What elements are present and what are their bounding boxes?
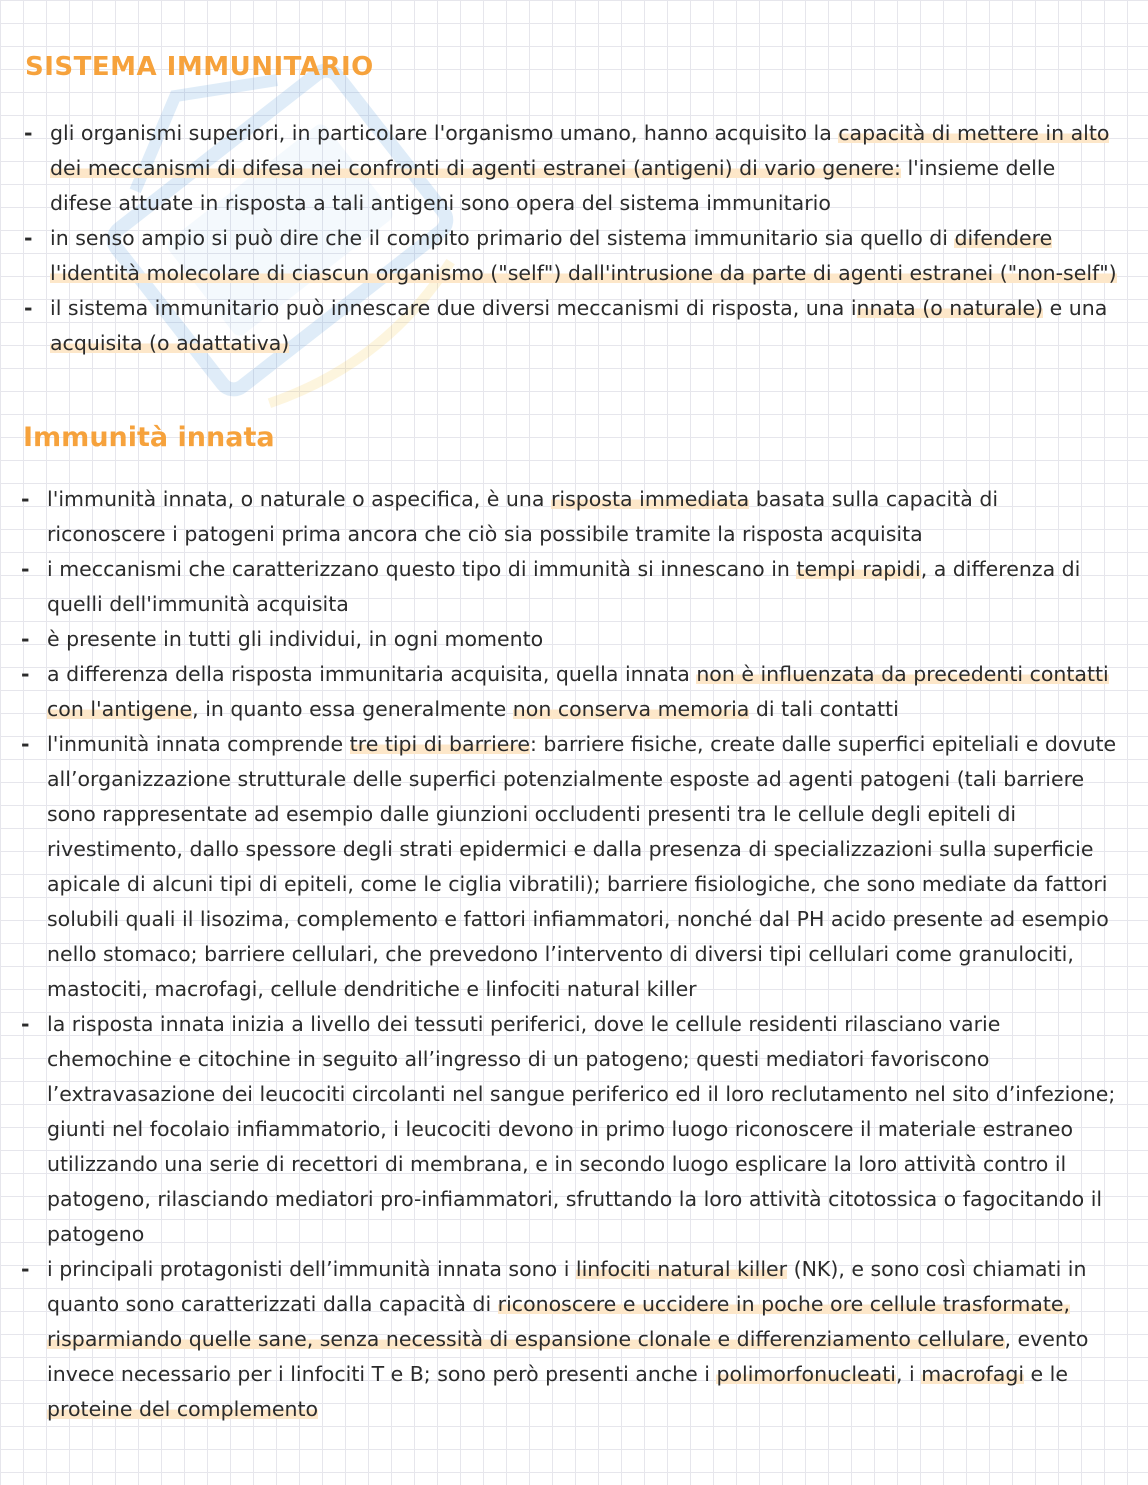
text-segment: il sistema immunitario può innescare due diversi meccanismi di risposta, una i bbox=[50, 296, 857, 320]
highlighted-text: tempi rapidi bbox=[796, 557, 921, 581]
list-item bbox=[47, 482, 1122, 552]
list-item bbox=[47, 1007, 1122, 1252]
text-segment: a differenza della risposta immunitaria acquisita, quella innata bbox=[47, 662, 697, 686]
text-segment: basata sulla capacità di riconoscere i patogeni prima ancora che ciò sia possibile tramite la risposta acquisita bbox=[47, 487, 999, 546]
text-segment: l'inmunità innata comprende bbox=[47, 732, 350, 756]
highlighted-text: difendere l'identità molecolare di ciascun organismo ("self") dall'intrusione da parte di agenti estranei ("non-self") bbox=[50, 226, 1117, 285]
highlighted-text: proteine del complemento bbox=[47, 1397, 319, 1421]
text-segment: in senso ampio si può dire che il compito primario del sistema immunitario sia quello di bbox=[50, 226, 955, 250]
text-segment: la risposta innata inizia a livello dei tessuti periferici, dove le cellule residenti rilasciano varie chemochine e citochine in seguito all’ingresso di un patogeno; questi mediatori favoriscono l’extravasazione dei leucociti circolanti nel sangue periferico ed il loro reclutamento nel sito d’infezione; giunti nel focolaio infiammatorio, i leucociti devono in primo luogo riconoscere il materiale estraneo utilizzando una serie di recettori di membrana, e in secondo luogo esplicare la loro attività contro il patogeno, rilasciando mediatori pro-infiammatori, sfruttando la loro attività citotossica o fagocitando il patogeno bbox=[47, 1012, 1116, 1246]
page-title: SISTEMA IMMUNITARIO bbox=[25, 52, 374, 82]
text-segment: , a differenza di quelli dell'immunità acquisita bbox=[47, 557, 1081, 616]
text-segment: l'insieme delle difese attuate in risposta a tali antigeni sono opera del sistema immunitario bbox=[50, 156, 1056, 215]
highlighted-text: non è influenzata da precedenti contatti con l'antigene bbox=[47, 662, 1109, 721]
highlighted-text: riconoscere e uccidere in poche ore cellule trasformate, risparmiando quelle sane, senza necessità di espansione clonale e differenziamento cellulare bbox=[47, 1292, 1071, 1351]
list-item bbox=[47, 727, 1122, 1007]
text-segment: i principali protagonisti dell’immunità innata sono i bbox=[47, 1257, 576, 1281]
highlighted-text: capacità di mettere in alto dei meccanismi di difesa nei confronti di agenti estranei (antigeni) di vario genere: bbox=[50, 121, 1110, 180]
highlighted-text: macrofagi bbox=[921, 1362, 1025, 1386]
text-segment: (NK), e sono così chiamati in quanto sono caratterizzati dalla capacità di bbox=[47, 1257, 1087, 1316]
text-segment: , in quanto essa generalmente bbox=[192, 697, 513, 721]
highlighted-text: linfociti natural killer bbox=[575, 1257, 788, 1281]
text-segment: l'immunità innata, o naturale o aspecifica, è una bbox=[47, 487, 551, 511]
text-segment: i meccanismi che caratterizzano questo tipo di immunità si innescano in bbox=[47, 557, 797, 581]
text-segment: e le bbox=[1024, 1362, 1068, 1386]
text-segment: : barriere fisiche, create dalle superfici epiteliali e dovute all’organizzazione strutturale delle superfici potenzialmente esposte ad agenti patogeni (tali barriere sono rappresentate ad esempio dalle giunzioni occludenti presenti tra le cellule degli epiteli di rivestimento, dallo spessore degli strati epidermici e dalla presenza di specializzazioni sulla superficie apicale di alcuni tipi di epiteli, come le ciglia vibratili); barriere fisiologiche, che sono mediate da fattori solubili quali il lisozima, complemento e fattori infiammatori, nonché dal PH acido presente ad esempio nello stomaco; barriere cellulari, che prevedono l’intervento di diversi tipi cellulari come granulociti, mastociti, macrofagi, cellule dendritiche e linfociti natural killer bbox=[47, 732, 1117, 1001]
text-segment: è presente in tutti gli individui, in ogni momento bbox=[47, 627, 544, 651]
intro-list bbox=[50, 116, 1120, 361]
text-segment: , evento invece necessario per i linfociti T e B; sono però presenti anche i bbox=[47, 1327, 1089, 1386]
text-segment: di tali contatti bbox=[749, 697, 899, 721]
text-segment: e una bbox=[1043, 296, 1108, 320]
list-item bbox=[47, 657, 1122, 727]
highlighted-text: polimorfonucleati bbox=[716, 1362, 896, 1386]
text-segment: gli organismi superiori, in particolare l'organismo umano, hanno acquisito la bbox=[50, 121, 839, 145]
section-heading: Immunità innata bbox=[23, 422, 275, 453]
list-item bbox=[47, 622, 1122, 657]
highlighted-text: non conserva memoria bbox=[512, 697, 750, 721]
highlighted-text: risposta immediata bbox=[550, 487, 750, 511]
list-item bbox=[50, 291, 1120, 361]
list-item bbox=[50, 116, 1120, 221]
highlighted-text: acquisita (o adattativa) bbox=[50, 331, 290, 355]
text-segment: , i bbox=[895, 1362, 922, 1386]
list-item bbox=[47, 1252, 1122, 1427]
highlighted-text: tre tipi di barriere bbox=[349, 732, 530, 756]
innate-immunity-list bbox=[47, 482, 1122, 1427]
list-item bbox=[50, 221, 1120, 291]
list-item bbox=[47, 552, 1122, 622]
highlighted-text: nnata (o naturale) bbox=[856, 296, 1044, 320]
